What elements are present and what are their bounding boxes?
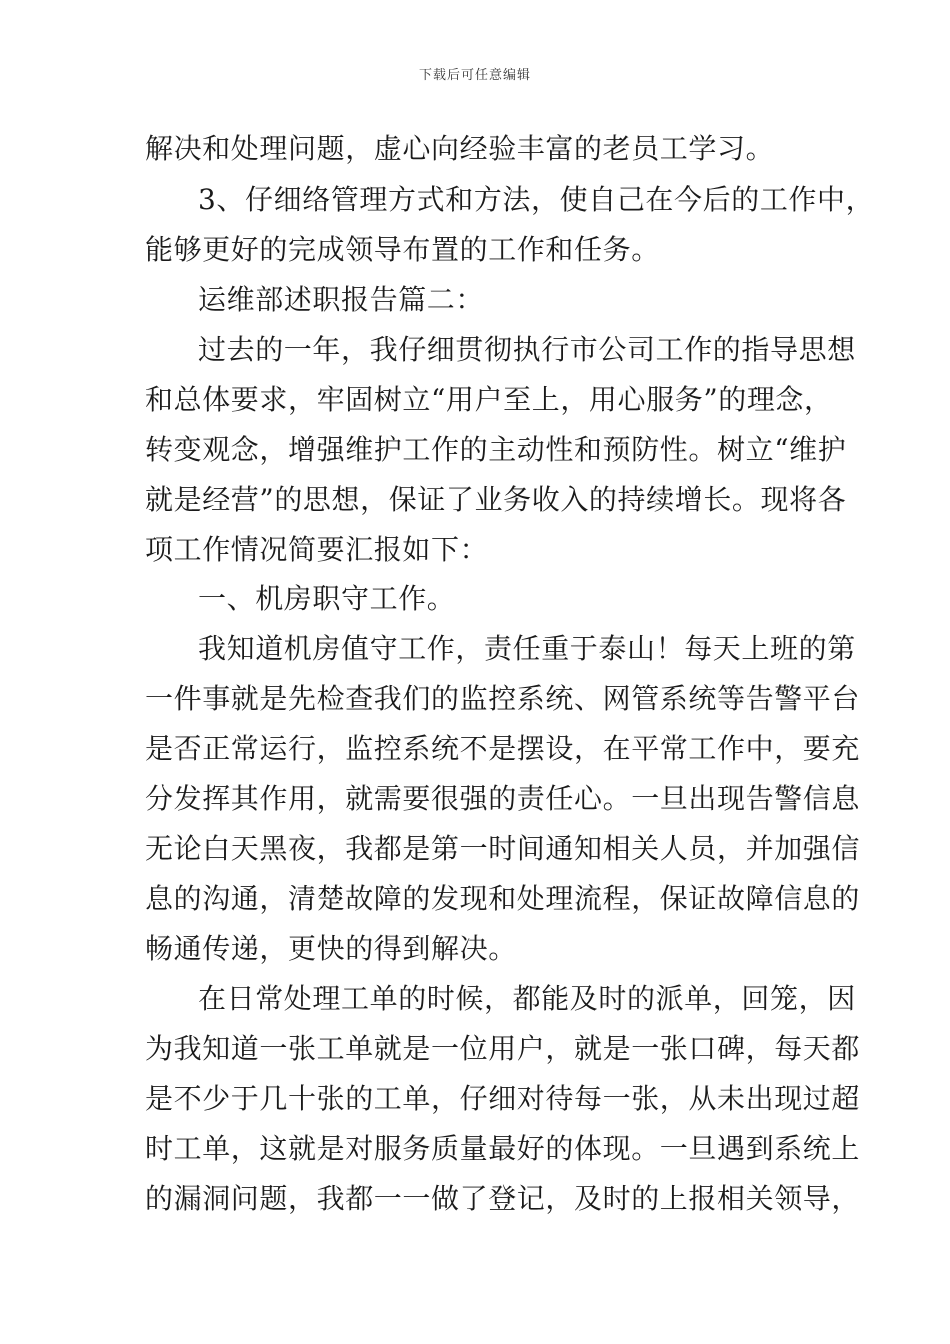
text-line: 3、仔细络管理方式和方法，使自己在今后的工作中， [198, 183, 875, 216]
section-heading: 运维部述职报告篇二： [198, 283, 485, 316]
text-line: 畅通传递，更快的得到解决。 [145, 932, 517, 965]
text-line: 息的沟通，清楚故障的发现和处理流程，保证故障信息的 [145, 882, 861, 915]
text-line: 在日常处理工单的时候，都能及时的派单，回笼，因 [198, 982, 856, 1015]
text-line: 时工单，这就是对服务质量最好的体现。一旦遇到系统上 [145, 1132, 861, 1165]
text-line: 项工作情况简要汇报如下： [145, 533, 489, 566]
text-line: 就是经营”的思想，保证了业务收入的持续增长。现将各 [145, 483, 847, 516]
text-line: 分发挥其作用，就需要很强的责任心。一旦出现告警信息 [145, 782, 861, 815]
text-line: 和总体要求，牢固树立“用户至上，用心服务”的理念， [145, 383, 833, 416]
text-line: 是否正常运行，监控系统不是摆设，在平常工作中，要充 [145, 732, 861, 765]
header-note: 下载后可任意编辑 [418, 68, 531, 83]
text-line: 能够更好的完成领导布置的工作和任务。 [145, 233, 660, 266]
text-line: 我知道机房值守工作，责任重于泰山！每天上班的第 [198, 632, 856, 665]
text-line: 无论白天黑夜，我都是第一时间通知相关人员，并加强信 [145, 832, 861, 865]
text-line: 转变观念，增强维护工作的主动性和预防性。树立“维护 [145, 433, 847, 466]
text-line: 一件事就是先检查我们的监控系统、网管系统等告警平台 [145, 682, 861, 715]
section-heading: 一、机房职守工作。 [198, 582, 456, 615]
text-line: 为我知道一张工单就是一位用户，就是一张口碑，每天都 [145, 1032, 861, 1065]
text-line: 的漏洞问题，我都一一做了登记，及时的上报相关领导， [145, 1182, 861, 1215]
text-line: 过去的一年，我仔细贯彻执行市公司工作的指导思想 [198, 333, 856, 366]
text-line: 解决和处理问题，虚心向经验丰富的老员工学习。 [145, 132, 775, 165]
text-line: 是不少于几十张的工单，仔细对待每一张，从未出现过超 [145, 1082, 861, 1115]
